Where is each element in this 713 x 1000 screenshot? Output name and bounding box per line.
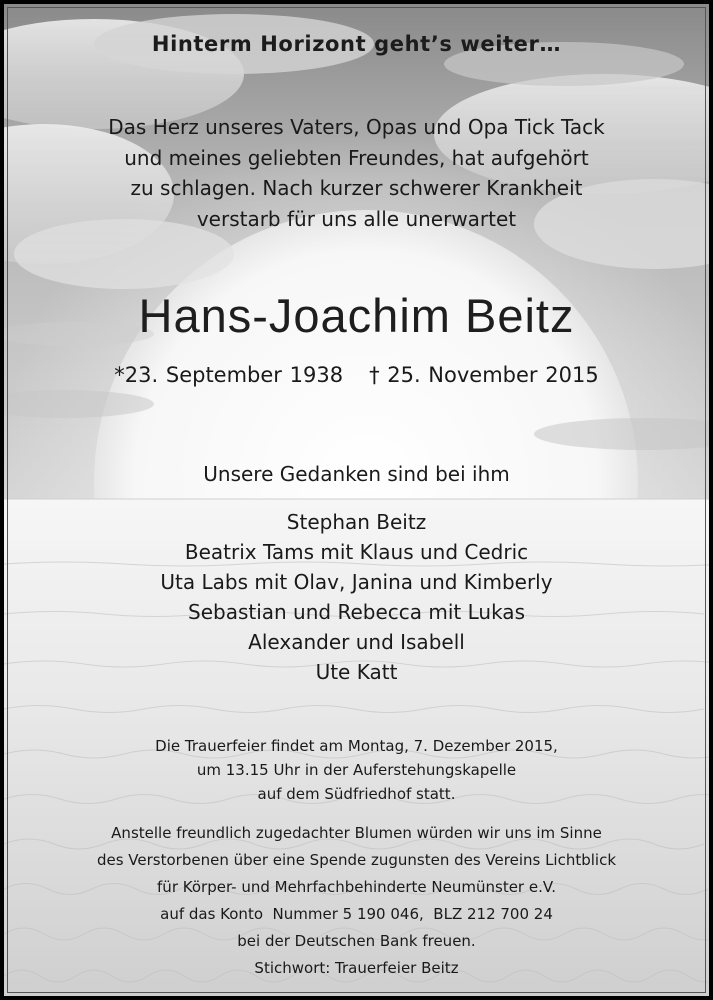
mourner-name: Beatrix Tams mit Klaus und Cedric xyxy=(184,540,529,564)
donation-line: auf das Konto Nummer 5 190 046, BLZ 212 700 24 xyxy=(160,905,553,923)
donation-line: Stichwort: Trauerfeier Beitz xyxy=(254,959,459,977)
birth-date: *23. September 1938 xyxy=(114,363,344,387)
life-dates xyxy=(4,363,709,387)
mourner-name: Stephan Beitz xyxy=(286,510,427,534)
deceased-name: Hans-Joachim Beitz xyxy=(138,289,575,342)
intro-line: und meines geliebten Freundes, hat aufgehört xyxy=(124,145,589,170)
mourner-name: Alexander und Isabell xyxy=(248,630,465,654)
donation-line: des Verstorbenen über eine Spende zugunsten des Vereins Lichtblick xyxy=(96,851,617,869)
donation-line: für Körper- und Mehrfachbehinderte Neumünster e.V. xyxy=(157,878,556,896)
funeral-service-info xyxy=(4,734,709,806)
mourners-list xyxy=(4,507,709,687)
donation-line: Anstelle freundlich zugedachter Blumen würden wir uns im Sinne xyxy=(111,824,602,842)
service-line: auf dem Südfriedhof statt. xyxy=(257,785,456,803)
donation-line: bei der Deutschen Bank freuen. xyxy=(237,932,476,950)
death-date: † 25. November 2015 xyxy=(369,363,599,387)
intro-line: zu schlagen. Nach kurzer schwerer Krankheit xyxy=(130,176,583,200)
notice-content xyxy=(4,4,709,996)
intro-line: Das Herz unseres Vaters, Opas und Opa Tick Tack xyxy=(108,115,605,139)
service-line: um 13.15 Uhr in der Auferstehungskapelle xyxy=(196,761,517,779)
headline: Hinterm Horizont geht’s weiter… xyxy=(151,32,562,56)
intro-text xyxy=(4,112,709,234)
service-line: Die Trauerfeier findet am Montag, 7. Dezember 2015, xyxy=(155,737,558,755)
thoughts-line: Unsere Gedanken sind bei ihm xyxy=(203,462,510,486)
intro-line: verstarb für uns alle unerwartet xyxy=(196,206,517,231)
mourner-name: Sebastian und Rebecca mit Lukas xyxy=(188,600,525,624)
mourner-name: Uta Labs mit Olav, Janina und Kimberly xyxy=(160,570,553,594)
donation-info xyxy=(4,820,709,982)
mourner-name: Ute Katt xyxy=(315,660,398,684)
